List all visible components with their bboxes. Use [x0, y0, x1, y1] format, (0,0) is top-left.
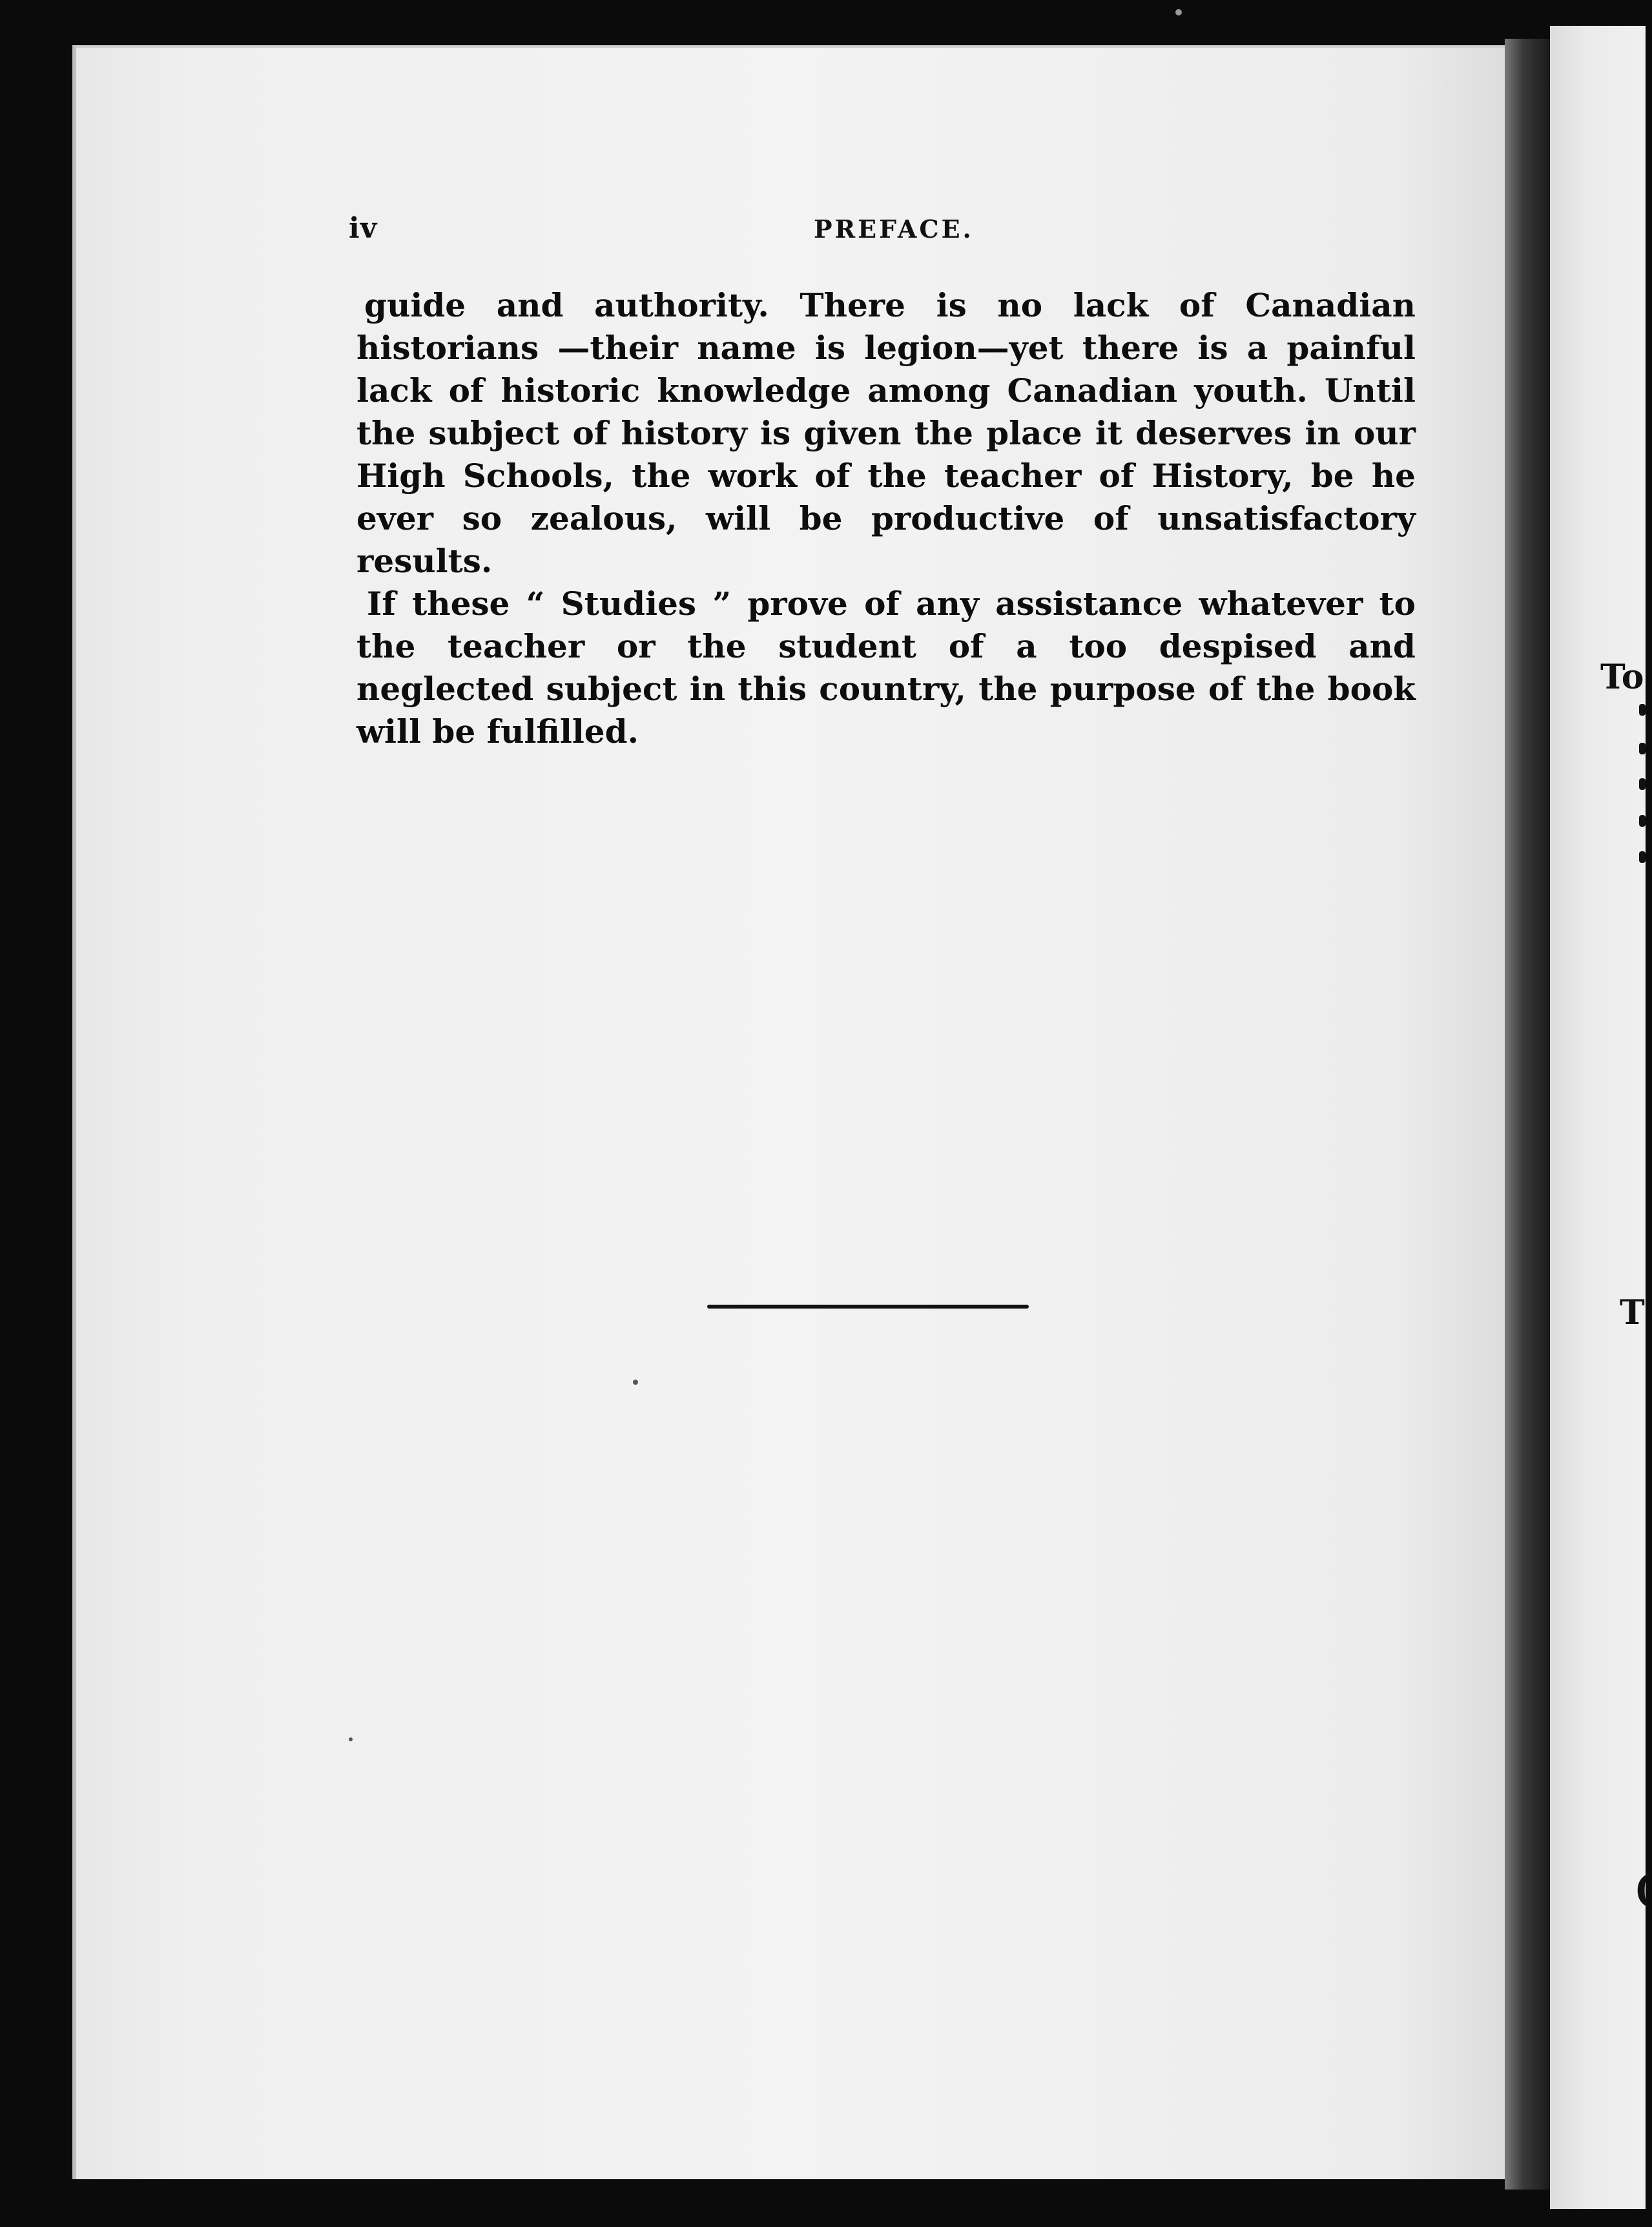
paragraph: If these “ Studies ” prove of any assistance whatever to the teacher or the student of a too despised and neglected subject in this country, the purpose of the book will be fulfilled. [356, 585, 1416, 751]
page-number: iv [349, 212, 378, 245]
facing-page-text-fragment: ( [1634, 1867, 1652, 1912]
section-end-rule [707, 1305, 1029, 1309]
ink-speck [633, 1380, 638, 1385]
facing-page-mark [1639, 704, 1646, 716]
paragraph: guide and authority. There is no lack of Canadian historians —their name is legion—yet there is a painful lack of historic knowledge among Canadian youth. Until the subject of history is given the place it deserves in our High Schools, the work of the teacher of History, be he ever so zealous, will be productive of unsatisfactory results. [356, 286, 1416, 580]
facing-page-edge [1550, 26, 1646, 2209]
facing-page-mark [1639, 851, 1646, 863]
gutter-shadow [1505, 39, 1550, 2190]
preface-body [356, 284, 1416, 753]
facing-page-mark [1639, 743, 1646, 754]
running-head [349, 212, 1421, 251]
facing-page-text-fragment: To [1600, 658, 1644, 697]
ink-speck [349, 1737, 353, 1741]
facing-page-mark [1639, 778, 1646, 790]
running-title: PREFACE. [814, 214, 974, 243]
facing-page-mark [1639, 815, 1646, 827]
ink-speck [1175, 9, 1182, 16]
facing-page-text-fragment: T [1620, 1293, 1645, 1332]
